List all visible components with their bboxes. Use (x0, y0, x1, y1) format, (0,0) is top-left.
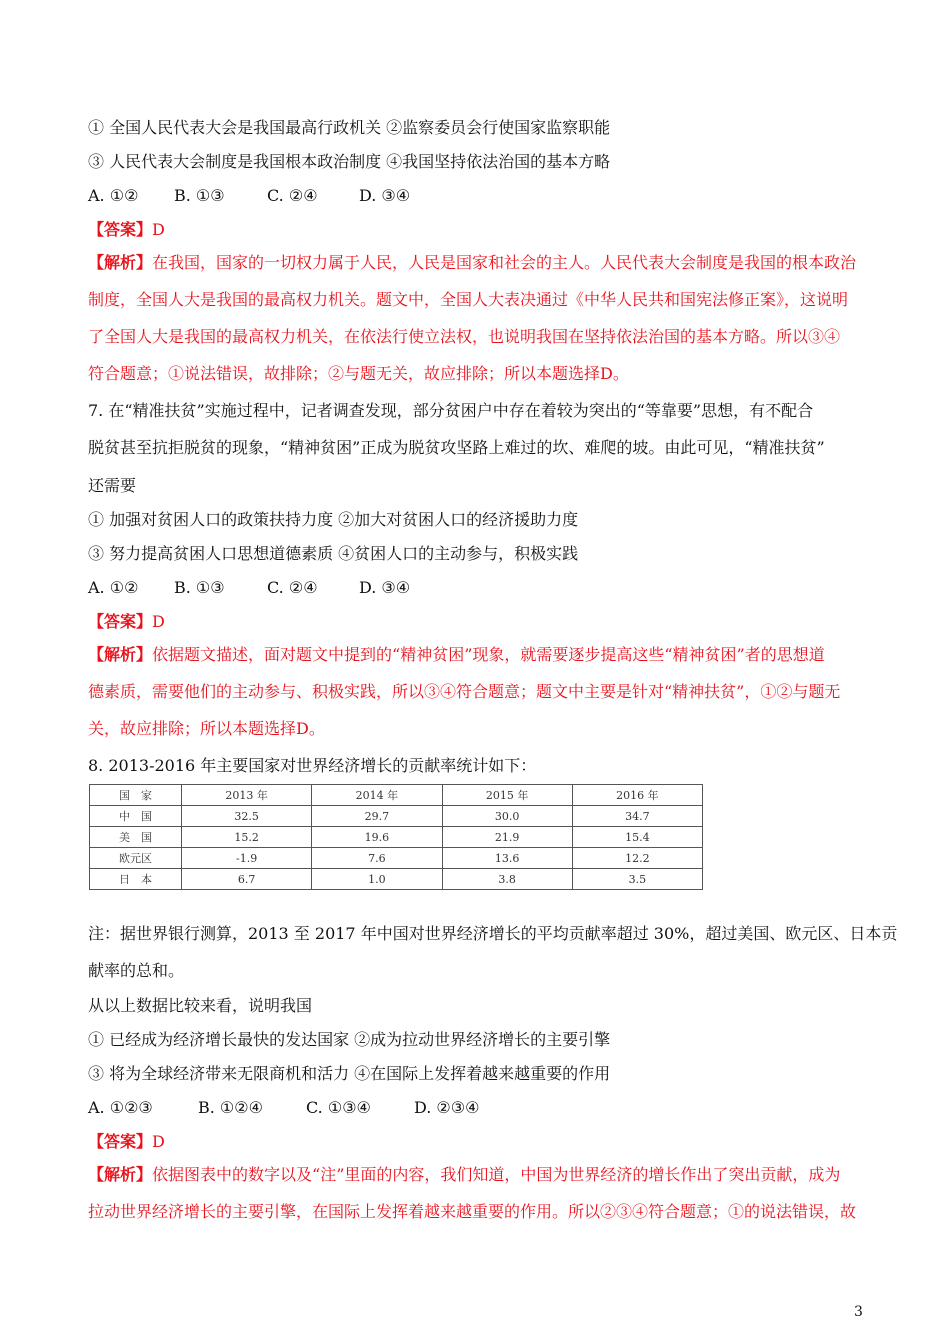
analysis-text: 依据题文描述，面对题文中提到的“精神贫困”现象，就需要逐步提高这些“精神贫困”者的思想道 (152, 645, 825, 664)
q6-statement-1: ① 全国人民代表大会是我国最高行政机关 ②监察委员会行使国家监察职能 (88, 118, 611, 137)
table-row (90, 806, 703, 827)
analysis-text: 依据图表中的数字以及“注”里面的内容，我们知道，中国为世界经济的增长作出了突出贡献，成为 (152, 1165, 841, 1184)
q7-analysis-line-2: 德素质，需要他们的主动参与、积极实践，所以③④符合题意；题文中主要是针对“精神扶贫”，①②与题无 (88, 682, 841, 701)
answer-value: D (152, 1132, 165, 1151)
q7-stem-line-1: 7. 在“精准扶贫”实施过程中，记者调查发现，部分贫困户中存在着较为突出的“等靠要”思想，有不配合 (88, 401, 814, 420)
q7-analysis-line-1 (88, 645, 825, 665)
q8-analysis-line-2: 拉动世界经济增长的主要引擎，在国际上发挥着越来越重要的作用。所以②③④符合题意；①的说法错误，故 (88, 1202, 857, 1221)
q7-option-b: B. ①③ (174, 578, 225, 597)
q7-statement-1: ① 加强对贫困人口的政策扶持力度 ②加大对贫困人口的经济援助力度 (88, 510, 579, 529)
table-cell: 日 本 (90, 869, 182, 890)
q6-options (88, 186, 410, 206)
q7-stem-line-2: 脱贫甚至抗拒脱贫的现象，“精神贫困”正成为脱贫攻坚路上难过的坎、难爬的坡。由此可见，“精准扶贫” (88, 438, 825, 457)
q8-option-b: B. ①②④ (198, 1098, 263, 1117)
table-cell: 29.7 (312, 806, 442, 827)
q6-option-a: A. ①② (88, 186, 139, 205)
q6-answer (88, 220, 165, 240)
q6-statement-2: ③ 人民代表大会制度是我国根本政治制度 ④我国坚持依法治国的基本方略 (88, 152, 611, 171)
table-cell: 7.6 (312, 848, 442, 869)
q6-option-d: D. ③④ (359, 186, 411, 205)
q6-analysis-line-4: 符合题意；①说法错误，故排除；②与题无关，故应排除；所以本题选择D。 (88, 364, 629, 383)
table-cell: 21.9 (442, 827, 572, 848)
answer-value: D (152, 612, 165, 631)
analysis-text: 在我国，国家的一切权力属于人民，人民是国家和社会的主人。人民代表大会制度是我国的根本政治 (152, 253, 857, 272)
table-cell: 15.4 (572, 827, 702, 848)
table-header-cell: 2015 年 (442, 785, 572, 806)
table-header-cell: 2014 年 (312, 785, 442, 806)
q8-analysis-line-1 (88, 1165, 840, 1185)
table-cell: 12.2 (572, 848, 702, 869)
table-header-row (90, 785, 703, 806)
table-cell: 6.7 (182, 869, 312, 890)
q7-options (88, 578, 410, 598)
table-cell: 中 国 (90, 806, 182, 827)
table-cell: 19.6 (312, 827, 442, 848)
table-cell: 13.6 (442, 848, 572, 869)
table-row (90, 827, 703, 848)
answer-tag: 【答案】 (88, 612, 153, 631)
table-cell: 30.0 (442, 806, 572, 827)
table-row (90, 848, 703, 869)
table-cell: 15.2 (182, 827, 312, 848)
analysis-tag: 【解析】 (88, 1165, 153, 1184)
q6-analysis-line-1 (88, 253, 856, 273)
table-cell: 34.7 (572, 806, 702, 827)
page-number: 3 (854, 1304, 863, 1320)
table-cell: 欧元区 (90, 848, 182, 869)
q7-stem-line-3: 还需要 (88, 476, 137, 495)
q8-options (88, 1098, 479, 1118)
q6-option-c: C. ②④ (267, 186, 318, 205)
table-row (90, 869, 703, 890)
table-cell: 3.5 (572, 869, 702, 890)
table-cell: -1.9 (182, 848, 312, 869)
table-header-cell: 国 家 (90, 785, 182, 806)
q8-note-line-1: 注：据世界银行测算，2013 至 2017 年中国对世界经济增长的平均贡献率超过 30%，超过美国、欧元区、日本贡 (88, 924, 898, 943)
q6-option-b: B. ①③ (174, 186, 225, 205)
contribution-table (89, 784, 703, 890)
table-header-cell: 2016 年 (572, 785, 702, 806)
table-cell: 32.5 (182, 806, 312, 827)
table-cell: 美 国 (90, 827, 182, 848)
q8-option-c: C. ①③④ (306, 1098, 371, 1117)
q6-analysis-line-3: 了全国人大是我国的最高权力机关，在依法行使立法权，也说明我国在坚持依法治国的基本方略。所以③④ (88, 327, 841, 346)
q8-option-a: A. ①②③ (88, 1098, 153, 1117)
q7-analysis-line-3: 关，故应排除；所以本题选择D。 (88, 719, 325, 738)
q8-note-line-2: 献率的总和。 (88, 961, 185, 980)
q6-analysis-line-2: 制度，全国人大是我国的最高权力机关。题文中，全国人大表决通过《中华人民共和国宪法修正案》，这说明 (88, 290, 849, 309)
q8-question: 从以上数据比较来看，说明我国 (88, 996, 313, 1015)
analysis-tag: 【解析】 (88, 645, 153, 664)
q8-answer (88, 1132, 165, 1152)
answer-tag: 【答案】 (88, 1132, 153, 1151)
analysis-tag: 【解析】 (88, 253, 153, 272)
table-cell: 3.8 (442, 869, 572, 890)
q8-statement-1: ① 已经成为经济增长最快的发达国家 ②成为拉动世界经济增长的主要引擎 (88, 1030, 611, 1049)
q7-option-a: A. ①② (88, 578, 139, 597)
table-header-cell: 2013 年 (182, 785, 312, 806)
q8-statement-2: ③ 将为全球经济带来无限商机和活力 ④在国际上发挥着越来越重要的作用 (88, 1064, 611, 1083)
table-cell: 1.0 (312, 869, 442, 890)
q8-option-d: D. ②③④ (414, 1098, 480, 1117)
answer-value: D (152, 220, 165, 239)
q7-option-c: C. ②④ (267, 578, 318, 597)
q7-statement-2: ③ 努力提高贫困人口思想道德素质 ④贫困人口的主动参与，积极实践 (88, 544, 579, 563)
q7-option-d: D. ③④ (359, 578, 411, 597)
q7-answer (88, 612, 165, 632)
q8-stem: 8. 2013-2016 年主要国家对世界经济增长的贡献率统计如下： (88, 756, 537, 775)
answer-tag: 【答案】 (88, 220, 153, 239)
